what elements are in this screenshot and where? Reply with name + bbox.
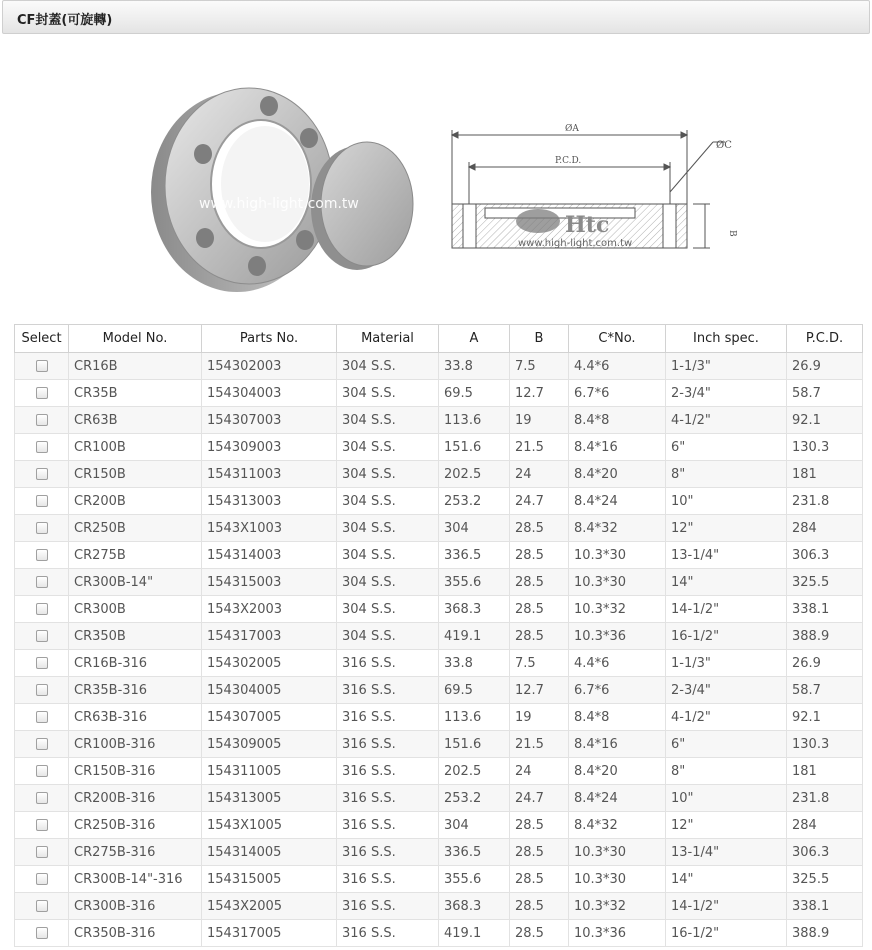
model-no-cell: CR63B-316 bbox=[69, 704, 202, 731]
pcd-cell: 26.9 bbox=[787, 650, 863, 677]
b-cell: 28.5 bbox=[510, 596, 569, 623]
select-cell bbox=[15, 812, 69, 839]
material-cell: 304 S.S. bbox=[337, 407, 439, 434]
parts-no-cell: 154313005 bbox=[202, 785, 337, 812]
c-no-cell: 8.4*24 bbox=[569, 488, 666, 515]
a-cell: 304 bbox=[439, 515, 510, 542]
model-no-cell: CR150B bbox=[69, 461, 202, 488]
material-cell: 304 S.S. bbox=[337, 596, 439, 623]
select-checkbox[interactable] bbox=[36, 738, 48, 750]
model-no-cell: CR100B-316 bbox=[69, 731, 202, 758]
inch-spec-cell: 6" bbox=[666, 731, 787, 758]
parts-no-cell: 154315003 bbox=[202, 569, 337, 596]
material-cell: 304 S.S. bbox=[337, 488, 439, 515]
material-cell: 316 S.S. bbox=[337, 893, 439, 920]
b-cell: 24.7 bbox=[510, 488, 569, 515]
c-no-cell: 6.7*6 bbox=[569, 380, 666, 407]
dim-c-label: ØC bbox=[716, 140, 732, 151]
parts-no-cell: 154311003 bbox=[202, 461, 337, 488]
parts-no-cell: 154314003 bbox=[202, 542, 337, 569]
pcd-cell: 58.7 bbox=[787, 380, 863, 407]
select-checkbox[interactable] bbox=[36, 873, 48, 885]
a-cell: 419.1 bbox=[439, 623, 510, 650]
a-cell: 355.6 bbox=[439, 866, 510, 893]
c-no-cell: 10.3*32 bbox=[569, 893, 666, 920]
c-no-cell: 10.3*36 bbox=[569, 623, 666, 650]
select-cell bbox=[15, 569, 69, 596]
pcd-cell: 388.9 bbox=[787, 920, 863, 947]
inch-spec-cell: 16-1/2" bbox=[666, 623, 787, 650]
select-cell bbox=[15, 650, 69, 677]
table-row bbox=[15, 353, 863, 380]
table-row bbox=[15, 893, 863, 920]
material-cell: 304 S.S. bbox=[337, 569, 439, 596]
material-cell: 304 S.S. bbox=[337, 461, 439, 488]
pcd-cell: 231.8 bbox=[787, 785, 863, 812]
model-no-cell: CR300B-14" bbox=[69, 569, 202, 596]
inch-spec-cell: 10" bbox=[666, 785, 787, 812]
table-row bbox=[15, 920, 863, 947]
b-cell: 21.5 bbox=[510, 434, 569, 461]
pcd-cell: 388.9 bbox=[787, 623, 863, 650]
pcd-cell: 58.7 bbox=[787, 677, 863, 704]
select-cell bbox=[15, 731, 69, 758]
model-no-cell: CR63B bbox=[69, 407, 202, 434]
c-no-cell: 8.4*20 bbox=[569, 461, 666, 488]
select-cell bbox=[15, 461, 69, 488]
b-cell: 28.5 bbox=[510, 866, 569, 893]
select-checkbox[interactable] bbox=[36, 792, 48, 804]
c-no-cell: 10.3*30 bbox=[569, 542, 666, 569]
select-checkbox[interactable] bbox=[36, 441, 48, 453]
inch-spec-cell: 16-1/2" bbox=[666, 920, 787, 947]
parts-no-cell: 154313003 bbox=[202, 488, 337, 515]
a-cell: 69.5 bbox=[439, 380, 510, 407]
c-no-cell: 10.3*30 bbox=[569, 569, 666, 596]
dim-pcd-label: P.C.D. bbox=[555, 156, 582, 166]
parts-no-cell: 154317003 bbox=[202, 623, 337, 650]
material-cell: 304 S.S. bbox=[337, 434, 439, 461]
material-cell: 316 S.S. bbox=[337, 677, 439, 704]
select-checkbox[interactable] bbox=[36, 684, 48, 696]
select-cell bbox=[15, 488, 69, 515]
table-row bbox=[15, 407, 863, 434]
table-row bbox=[15, 839, 863, 866]
pcd-cell: 325.5 bbox=[787, 569, 863, 596]
b-cell: 7.5 bbox=[510, 353, 569, 380]
table-row bbox=[15, 515, 863, 542]
c-no-cell: 8.4*16 bbox=[569, 434, 666, 461]
a-cell: 202.5 bbox=[439, 758, 510, 785]
select-cell bbox=[15, 866, 69, 893]
inch-spec-cell: 4-1/2" bbox=[666, 704, 787, 731]
c-no-cell: 8.4*24 bbox=[569, 785, 666, 812]
model-no-cell: CR300B-14"-316 bbox=[69, 866, 202, 893]
pcd-cell: 338.1 bbox=[787, 596, 863, 623]
pcd-cell: 231.8 bbox=[787, 488, 863, 515]
table-row bbox=[15, 812, 863, 839]
select-checkbox[interactable] bbox=[36, 495, 48, 507]
select-cell bbox=[15, 677, 69, 704]
material-cell: 304 S.S. bbox=[337, 353, 439, 380]
header-inch-spec: Inch spec. bbox=[666, 325, 787, 353]
model-no-cell: CR250B-316 bbox=[69, 812, 202, 839]
material-cell: 316 S.S. bbox=[337, 731, 439, 758]
model-no-cell: CR35B-316 bbox=[69, 677, 202, 704]
parts-no-cell: 154317005 bbox=[202, 920, 337, 947]
c-no-cell: 10.3*30 bbox=[569, 839, 666, 866]
parts-no-cell: 154309005 bbox=[202, 731, 337, 758]
b-cell: 12.7 bbox=[510, 380, 569, 407]
header-material: Material bbox=[337, 325, 439, 353]
b-cell: 12.7 bbox=[510, 677, 569, 704]
b-cell: 28.5 bbox=[510, 623, 569, 650]
select-cell bbox=[15, 785, 69, 812]
a-cell: 419.1 bbox=[439, 920, 510, 947]
pcd-cell: 92.1 bbox=[787, 407, 863, 434]
parts-no-cell: 154307003 bbox=[202, 407, 337, 434]
select-cell bbox=[15, 434, 69, 461]
header-model-no: Model No. bbox=[69, 325, 202, 353]
model-no-cell: CR16B bbox=[69, 353, 202, 380]
a-cell: 253.2 bbox=[439, 785, 510, 812]
select-checkbox[interactable] bbox=[36, 522, 48, 534]
watermark-left: www.high-light.com.tw bbox=[199, 196, 359, 212]
parts-no-cell: 154309003 bbox=[202, 434, 337, 461]
title-bar bbox=[2, 0, 870, 34]
select-checkbox[interactable] bbox=[36, 360, 48, 372]
inch-spec-cell: 14-1/2" bbox=[666, 893, 787, 920]
b-cell: 24 bbox=[510, 758, 569, 785]
table-row bbox=[15, 650, 863, 677]
parts-no-cell: 154311005 bbox=[202, 758, 337, 785]
inch-spec-cell: 14" bbox=[666, 866, 787, 893]
c-no-cell: 8.4*8 bbox=[569, 704, 666, 731]
header-parts-no: Parts No. bbox=[202, 325, 337, 353]
parts-no-cell: 154304005 bbox=[202, 677, 337, 704]
a-cell: 33.8 bbox=[439, 650, 510, 677]
parts-table bbox=[14, 324, 863, 947]
pcd-cell: 181 bbox=[787, 758, 863, 785]
material-cell: 316 S.S. bbox=[337, 785, 439, 812]
table-row bbox=[15, 542, 863, 569]
table-header-row bbox=[15, 325, 863, 353]
c-no-cell: 4.4*6 bbox=[569, 650, 666, 677]
material-cell: 304 S.S. bbox=[337, 623, 439, 650]
pcd-cell: 26.9 bbox=[787, 353, 863, 380]
a-cell: 151.6 bbox=[439, 731, 510, 758]
inch-spec-cell: 12" bbox=[666, 812, 787, 839]
material-cell: 316 S.S. bbox=[337, 920, 439, 947]
model-no-cell: CR250B bbox=[69, 515, 202, 542]
inch-spec-cell: 4-1/2" bbox=[666, 407, 787, 434]
header-pcd: P.C.D. bbox=[787, 325, 863, 353]
select-cell bbox=[15, 515, 69, 542]
parts-no-cell: 1543X1005 bbox=[202, 812, 337, 839]
table-row bbox=[15, 758, 863, 785]
product-figure bbox=[145, 80, 735, 300]
a-cell: 368.3 bbox=[439, 893, 510, 920]
select-checkbox[interactable] bbox=[36, 846, 48, 858]
a-cell: 304 bbox=[439, 812, 510, 839]
select-checkbox[interactable] bbox=[36, 468, 48, 480]
inch-spec-cell: 1-1/3" bbox=[666, 353, 787, 380]
b-cell: 28.5 bbox=[510, 515, 569, 542]
inch-spec-cell: 2-3/4" bbox=[666, 677, 787, 704]
select-checkbox[interactable] bbox=[36, 576, 48, 588]
select-cell bbox=[15, 920, 69, 947]
material-cell: 304 S.S. bbox=[337, 380, 439, 407]
inch-spec-cell: 2-3/4" bbox=[666, 380, 787, 407]
table-row bbox=[15, 488, 863, 515]
model-no-cell: CR16B-316 bbox=[69, 650, 202, 677]
page-title: CF封蓋(可旋轉) bbox=[17, 13, 113, 28]
c-no-cell: 8.4*8 bbox=[569, 407, 666, 434]
b-cell: 19 bbox=[510, 407, 569, 434]
pcd-cell: 306.3 bbox=[787, 542, 863, 569]
c-no-cell: 8.4*16 bbox=[569, 731, 666, 758]
logo-text: Htc bbox=[565, 212, 610, 238]
select-checkbox[interactable] bbox=[36, 657, 48, 669]
parts-no-cell: 154314005 bbox=[202, 839, 337, 866]
b-cell: 21.5 bbox=[510, 731, 569, 758]
parts-no-cell: 1543X2005 bbox=[202, 893, 337, 920]
parts-no-cell: 154304003 bbox=[202, 380, 337, 407]
a-cell: 253.2 bbox=[439, 488, 510, 515]
parts-no-cell: 154307005 bbox=[202, 704, 337, 731]
pcd-cell: 338.1 bbox=[787, 893, 863, 920]
material-cell: 316 S.S. bbox=[337, 866, 439, 893]
select-checkbox[interactable] bbox=[36, 711, 48, 723]
pcd-cell: 181 bbox=[787, 461, 863, 488]
b-cell: 24 bbox=[510, 461, 569, 488]
dim-b-label: B bbox=[727, 230, 737, 237]
parts-no-cell: 154302003 bbox=[202, 353, 337, 380]
watermark-right: www.high-light.com.tw bbox=[518, 238, 633, 249]
table-row bbox=[15, 623, 863, 650]
pcd-cell: 325.5 bbox=[787, 866, 863, 893]
table-row bbox=[15, 434, 863, 461]
material-cell: 316 S.S. bbox=[337, 839, 439, 866]
c-no-cell: 10.3*32 bbox=[569, 596, 666, 623]
select-checkbox[interactable] bbox=[36, 630, 48, 642]
header-c-no: C*No. bbox=[569, 325, 666, 353]
table-row bbox=[15, 731, 863, 758]
b-cell: 24.7 bbox=[510, 785, 569, 812]
select-cell bbox=[15, 623, 69, 650]
select-checkbox[interactable] bbox=[36, 765, 48, 777]
b-cell: 19 bbox=[510, 704, 569, 731]
b-cell: 28.5 bbox=[510, 893, 569, 920]
select-cell bbox=[15, 380, 69, 407]
select-checkbox[interactable] bbox=[36, 603, 48, 615]
a-cell: 202.5 bbox=[439, 461, 510, 488]
c-no-cell: 8.4*20 bbox=[569, 758, 666, 785]
pcd-cell: 284 bbox=[787, 812, 863, 839]
select-checkbox[interactable] bbox=[36, 927, 48, 939]
parts-no-cell: 1543X2003 bbox=[202, 596, 337, 623]
b-cell: 28.5 bbox=[510, 542, 569, 569]
a-cell: 368.3 bbox=[439, 596, 510, 623]
material-cell: 316 S.S. bbox=[337, 812, 439, 839]
flange-ring-image bbox=[151, 88, 333, 292]
model-no-cell: CR150B-316 bbox=[69, 758, 202, 785]
model-no-cell: CR350B bbox=[69, 623, 202, 650]
inch-spec-cell: 13-1/4" bbox=[666, 839, 787, 866]
b-cell: 28.5 bbox=[510, 839, 569, 866]
inch-spec-cell: 8" bbox=[666, 461, 787, 488]
select-cell bbox=[15, 407, 69, 434]
select-checkbox[interactable] bbox=[36, 819, 48, 831]
select-cell bbox=[15, 758, 69, 785]
select-cell bbox=[15, 839, 69, 866]
material-cell: 316 S.S. bbox=[337, 758, 439, 785]
c-no-cell: 8.4*32 bbox=[569, 812, 666, 839]
a-cell: 151.6 bbox=[439, 434, 510, 461]
table-row bbox=[15, 677, 863, 704]
pcd-cell: 92.1 bbox=[787, 704, 863, 731]
table-row bbox=[15, 569, 863, 596]
inch-spec-cell: 8" bbox=[666, 758, 787, 785]
c-no-cell: 4.4*6 bbox=[569, 353, 666, 380]
select-checkbox[interactable] bbox=[36, 549, 48, 561]
select-checkbox[interactable] bbox=[36, 414, 48, 426]
header-select: Select bbox=[15, 325, 69, 353]
table-row bbox=[15, 461, 863, 488]
inch-spec-cell: 10" bbox=[666, 488, 787, 515]
inch-spec-cell: 12" bbox=[666, 515, 787, 542]
material-cell: 316 S.S. bbox=[337, 650, 439, 677]
select-cell bbox=[15, 596, 69, 623]
select-cell bbox=[15, 704, 69, 731]
select-cell bbox=[15, 542, 69, 569]
b-cell: 28.5 bbox=[510, 920, 569, 947]
inch-spec-cell: 13-1/4" bbox=[666, 542, 787, 569]
header-b: B bbox=[510, 325, 569, 353]
model-no-cell: CR200B-316 bbox=[69, 785, 202, 812]
model-no-cell: CR300B bbox=[69, 596, 202, 623]
a-cell: 336.5 bbox=[439, 839, 510, 866]
select-checkbox[interactable] bbox=[36, 900, 48, 912]
model-no-cell: CR275B-316 bbox=[69, 839, 202, 866]
c-no-cell: 8.4*32 bbox=[569, 515, 666, 542]
a-cell: 113.6 bbox=[439, 704, 510, 731]
c-no-cell: 6.7*6 bbox=[569, 677, 666, 704]
inch-spec-cell: 14" bbox=[666, 569, 787, 596]
c-no-cell: 10.3*30 bbox=[569, 866, 666, 893]
b-cell: 28.5 bbox=[510, 812, 569, 839]
pcd-cell: 130.3 bbox=[787, 434, 863, 461]
parts-no-cell: 154315005 bbox=[202, 866, 337, 893]
material-cell: 304 S.S. bbox=[337, 542, 439, 569]
material-cell: 316 S.S. bbox=[337, 704, 439, 731]
b-cell: 28.5 bbox=[510, 569, 569, 596]
model-no-cell: CR300B-316 bbox=[69, 893, 202, 920]
inch-spec-cell: 1-1/3" bbox=[666, 650, 787, 677]
select-cell bbox=[15, 353, 69, 380]
table-row bbox=[15, 785, 863, 812]
model-no-cell: CR35B bbox=[69, 380, 202, 407]
material-cell: 304 S.S. bbox=[337, 515, 439, 542]
a-cell: 69.5 bbox=[439, 677, 510, 704]
a-cell: 33.8 bbox=[439, 353, 510, 380]
inch-spec-cell: 14-1/2" bbox=[666, 596, 787, 623]
dim-a-label: ØA bbox=[565, 124, 579, 134]
model-no-cell: CR200B bbox=[69, 488, 202, 515]
table-row bbox=[15, 866, 863, 893]
table-row bbox=[15, 596, 863, 623]
pcd-cell: 284 bbox=[787, 515, 863, 542]
model-no-cell: CR100B bbox=[69, 434, 202, 461]
a-cell: 113.6 bbox=[439, 407, 510, 434]
select-cell bbox=[15, 893, 69, 920]
a-cell: 355.6 bbox=[439, 569, 510, 596]
pcd-cell: 130.3 bbox=[787, 731, 863, 758]
a-cell: 336.5 bbox=[439, 542, 510, 569]
model-no-cell: CR350B-316 bbox=[69, 920, 202, 947]
parts-no-cell: 154302005 bbox=[202, 650, 337, 677]
b-cell: 7.5 bbox=[510, 650, 569, 677]
model-no-cell: CR275B bbox=[69, 542, 202, 569]
c-no-cell: 10.3*36 bbox=[569, 920, 666, 947]
inch-spec-cell: 6" bbox=[666, 434, 787, 461]
select-checkbox[interactable] bbox=[36, 387, 48, 399]
parts-no-cell: 1543X1003 bbox=[202, 515, 337, 542]
table-row bbox=[15, 380, 863, 407]
header-a: A bbox=[439, 325, 510, 353]
table-row bbox=[15, 704, 863, 731]
pcd-cell: 306.3 bbox=[787, 839, 863, 866]
